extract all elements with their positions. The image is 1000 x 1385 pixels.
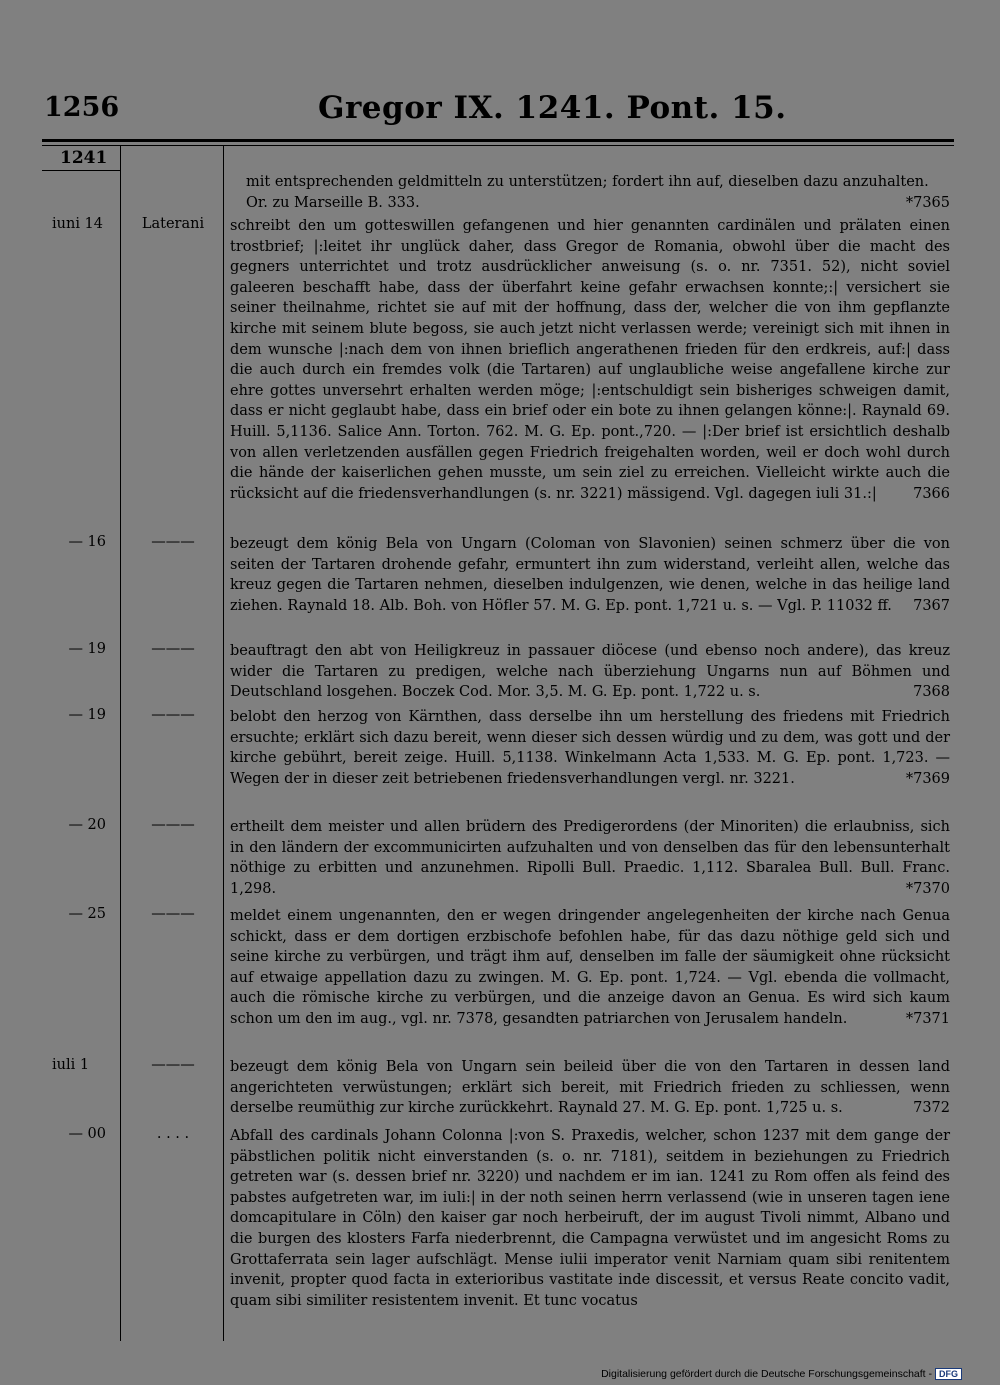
year-label: 1241 <box>60 148 108 168</box>
entry-text <box>230 534 950 616</box>
entry-text <box>230 172 950 213</box>
entry-text <box>230 1126 950 1311</box>
entry-place: ——— <box>151 641 195 657</box>
entry-number: *7370 <box>905 880 950 897</box>
entry-place: ——— <box>151 534 195 550</box>
entry-body: schreibt den um gotteswillen gefangenen und hier genannten cardinälen und prälaten einen trostbrief; |:leitet ihr unglück daher, dass Gregor de Romania, obwohl über die macht des gegners unterrichtet und trotz ausdrücklicher anweisung (s. o. nr. 7351. 52), nicht soviel galeeren beschafft habe, dass der überfahrt keine gefahr erwachsen konnte;:| versichert sie seiner theilnahme, richtet sie auf mit der hoffnung, dass der, welcher die von ihm gepflanzte kirche mit seinem blute begoss, sie auch jetzt nicht verlassen werde; vereinigt sich mit ihnen in dem wunsche |:nach dem von ihnen brieflich angerathenen frieden für den erdkreis, auf:| dass die auch durch ein fremdes volk (die Tartaren) auf unglaubliche weise angefallene kirche zur ehre gottes unversehrt erhalten werden möge; |:entschuldigt sein bisheriges schweigen damit, dass er nicht geglaubt habe, dass ein brief oder ein bote zu ihnen gelangen könne:|. Raynald 69. Huill. 5,1136. Salice Ann. Torton. 762. M. G. Ep. pont.,720. — |:Der brief ist ersichtlich deshalb von allen verletzenden ausfällen gegen Friedrich freigehalten worden, weil er doch wohl durch die hände der kaiserlichen gehen musste, um sein ziel zu erreichen. Vielleicht wirkte auch die rücksicht auf die friedensverhandlungen (s. nr. 3221) mässigend. Vgl. dagegen iuli 31.:| <box>230 218 950 502</box>
entry-date: — 20 <box>68 817 106 833</box>
dfg-logo: DFG <box>935 1368 962 1380</box>
entry-place: ——— <box>151 707 195 723</box>
entry-number: 7368 <box>913 684 950 701</box>
entry-number: 7372 <box>913 1100 950 1117</box>
entry-number: 7366 <box>913 485 950 502</box>
entry-place: . . . . <box>156 1126 190 1142</box>
entry-text <box>230 216 950 504</box>
entry-date: — 25 <box>68 906 106 922</box>
entry-body: bezeugt dem könig Bela von Ungarn sein beileid über die von den Tartaren in dessen land angerichteten verwüstungen; erklärt sich bereit, mit Friedrich frieden zu schliessen, wenn derselbe reumüthig zur kirche zurückkehrt. Raynald 27. M. G. Ep. pont. 1,725 u. s. <box>230 1059 950 1117</box>
entry-body: beauftragt den abt von Heiligkreuz in passauer diöcese (und ebenso noch andere), das kreuz wider die Tartaren zu predigen, welche nach überziehung Ungarns nun auf Böhmen und Deutschland losgehen. Boczek Cod. Mor. 3,5. M. G. Ep. pont. 1,722 u. s. <box>230 643 950 701</box>
digitization-credit <box>601 1368 962 1380</box>
entry-text <box>230 1057 950 1119</box>
header-rule-thin <box>42 145 954 146</box>
entry-date: — 19 <box>68 707 106 723</box>
running-title: Gregor IX. 1241. Pont. 15. <box>318 90 787 126</box>
entry-line: Or. zu Marseille B. 333. <box>246 194 420 211</box>
entry-number: *7369 <box>905 770 950 787</box>
column-divider-place <box>223 146 224 1341</box>
entry-text <box>230 906 950 1030</box>
column-divider-date <box>120 146 121 1341</box>
entry-body: bezeugt dem könig Bela von Ungarn (Coloman von Slavonien) seinen schmerz über die von seiten der Tartaren drohende gefahr, ermuntert ihn zum widerstand, verleiht allen, welche das kreuz gegen die Tartaren nehmen, dieselben indulgenzen, wie denen, welche in das heilige land ziehen. Raynald 18. Alb. Boh. von Höfler 57. M. G. Ep. pont. 1,721 u. s. — Vgl. P. 11032 ff. <box>230 536 950 614</box>
entry-date: — 00 <box>68 1126 106 1142</box>
page-number: 1256 <box>44 92 120 123</box>
entry-body: belobt den herzog von Kärnthen, dass derselbe ihn um herstellung des friedens mit Friedrich ersuchte; erklärt sich dazu bereit, wenn dieser sich dessen würdig und zu dem, was gott und der kirche gebührt, bereit zeige. Huill. 5,1138. Winkelmann Acta 1,533. M. G. Ep. pont. 1,723. — Wegen der in dieser zeit betriebenen friedensverhandlungen vergl. nr. 3221. <box>230 709 950 787</box>
entry-number: 7367 <box>913 597 950 614</box>
entry-place: Laterani <box>141 216 205 232</box>
year-underline <box>42 170 120 171</box>
entry-number: *7371 <box>905 1010 950 1027</box>
entry-text <box>230 817 950 899</box>
entry-text <box>230 707 950 789</box>
entry-date: iuni 14 <box>52 216 104 232</box>
entry-place: ——— <box>151 906 195 922</box>
header-rule-thick <box>42 139 954 142</box>
entry-date: — 19 <box>68 641 106 657</box>
entry-place: ——— <box>151 1057 195 1073</box>
entry-place: ——— <box>151 817 195 833</box>
entry-date: iuli 1 <box>52 1057 90 1073</box>
entry-line-with-number <box>230 193 950 214</box>
entry-body: meldet einem ungenannten, den er wegen dringender angelegenheiten der kirche nach Genua schickt, dass er dem dortigen erzbischofe befohlen habe, für das dazu nöthige geld sich und seine kirche zu verbürgen, und trägt ihm auf, denselben im falle der säumigkeit ohne rücksicht auf etwaige appellation dazu zu zwingen. M. G. Ep. pont. 1,724. — Vgl. ebenda die vollmacht, auch die römische kirche zu verbürgen, und die anzeige davon an Genua. Es wird sich kaum schon um den im aug., vgl. nr. 7378, gesandten patriarchen von Jerusalem handeln. <box>230 908 950 1027</box>
entry-date: — 16 <box>68 534 106 550</box>
entry-body: ertheilt dem meister und allen brüdern des Predigerordens (der Minoriten) die erlaubniss, sich in den ländern der excommunicirten aufzuhalten und von denselben das für den lebensunterhalt nöthige zu erbitten und anzunehmen. Ripolli Bull. Praedic. 1,112. Sbaralea Bull. Bull. Franc. 1,298. <box>230 819 950 897</box>
credit-text: Digitalisierung gefördert durch die Deutsche Forschungsgemeinschaft - <box>601 1368 932 1380</box>
entry-number: *7365 <box>905 194 950 211</box>
entry-body: Abfall des cardinals Johann Colonna |:von S. Praxedis, welcher, schon 1237 mit dem gange der päbstlichen politik nicht einverstanden (s. o. nr. 7181), seitdem in beziehungen zu Friedrich getreten war (s. dessen brief nr. 3220) und nachdem er im ian. 1241 zu Rom offen als feind des pabstes aufgetreten war, im iuli:| in der noth seinen herrn verlassend (wie in unseren tagen iene domcapitulare in Cöln) den kaiser gar noch herbeiruft, der im august Tivoli nimmt, Albano und die burgen des klosters Farfa niederbrennt, die Campagna verwüstet und im angesicht Roms zu Grottaferrata sein lager aufschlägt. Mense iulii imperator venit Narniam quam sibi renitentem invenit, propter quod facta in exterioribus vastitate inde discessit, et versus Reate concito vadit, quam sibi similiter resistentem invenit. Et tunc vocatus <box>230 1128 950 1309</box>
entry-text <box>230 641 950 703</box>
entry-line: mit entsprechenden geldmitteln zu unterstützen; fordert ihn auf, dieselben dazu anzuhalten. <box>246 174 929 190</box>
